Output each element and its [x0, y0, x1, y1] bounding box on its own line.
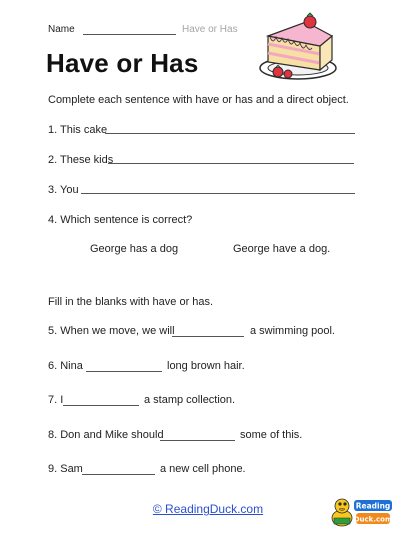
- section2-instruction: Fill in the blanks with have or has.: [48, 296, 214, 308]
- svg-text:Duck.com: Duck.com: [353, 515, 393, 524]
- q2-label: 2. These kids: [48, 154, 114, 166]
- name-label: Name: [48, 24, 75, 35]
- q8-before: 8. Don and Mike should: [48, 429, 164, 441]
- q5-blank[interactable]: [172, 336, 244, 337]
- svg-text:Reading: Reading: [355, 501, 391, 511]
- section1-instruction: Complete each sentence with have or has and a direct object.: [48, 94, 349, 106]
- name-blank-line[interactable]: [83, 34, 176, 35]
- q5-before: 5. When we move, we will: [48, 325, 175, 337]
- cake-slice-icon: [258, 10, 340, 84]
- q7-before: 7. I: [48, 394, 64, 406]
- q4-label: 4. Which sentence is correct?: [48, 214, 193, 226]
- q6-after: long brown hair.: [167, 360, 245, 372]
- q6-before: 6. Nina: [48, 360, 83, 372]
- q9-after: a new cell phone.: [160, 463, 246, 475]
- q1-answer-line[interactable]: [105, 133, 355, 134]
- q2-answer-line[interactable]: [108, 163, 354, 164]
- q1-label: 1. This cake: [48, 124, 108, 136]
- page-title: Have or Has: [46, 48, 199, 78]
- q5-after: a swimming pool.: [250, 325, 335, 337]
- q3-answer-line[interactable]: [81, 193, 355, 194]
- q4-option-a[interactable]: George has a dog: [90, 243, 179, 255]
- header-tag: Have or Has: [182, 24, 238, 35]
- q3-label: 3. You: [48, 184, 79, 196]
- q6-blank[interactable]: [86, 371, 162, 372]
- q9-before: 9. Sam: [48, 463, 83, 475]
- q4-option-b[interactable]: George have a dog.: [233, 243, 331, 255]
- q8-after: some of this.: [240, 429, 303, 441]
- q7-after: a stamp collection.: [144, 394, 236, 406]
- readingduck-logo[interactable]: [330, 494, 394, 528]
- q7-blank[interactable]: [63, 405, 139, 406]
- readingduck-link[interactable]: © ReadingDuck.com: [152, 502, 264, 516]
- q8-blank[interactable]: [160, 440, 235, 441]
- q9-blank[interactable]: [82, 474, 155, 475]
